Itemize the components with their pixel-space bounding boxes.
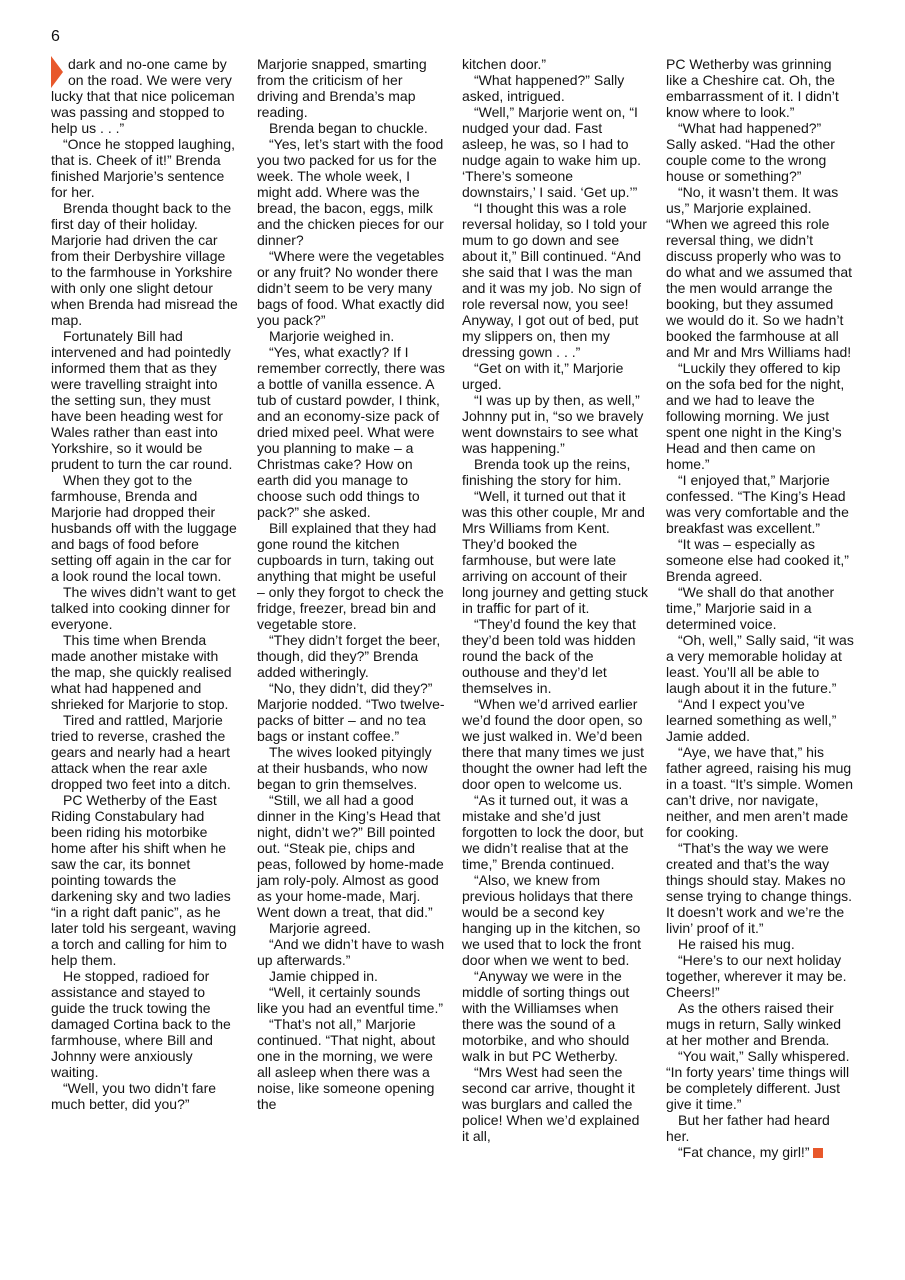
paragraph: PC Wetherby was grinning like a Cheshire cat. Oh, the embarrassment of it. I didn’t know where to look.”	[666, 56, 839, 120]
paragraph: Brenda took up the reins, finishing the story for him.	[462, 456, 631, 488]
paragraph: “Still, we all had a good dinner in the King’s Head that night, didn’t we?” Bill pointed out. “Steak pie, chips and peas, followed by home-made jam roly-poly. Almost as good as your home-made, Marj. Went down a treat, that did.”	[257, 792, 444, 920]
text-column-4	[666, 56, 854, 1160]
story-end-square-icon	[813, 1148, 823, 1158]
text-column-1	[51, 56, 239, 1112]
paragraph: “When we’d arrived earlier we’d found the door open, so we just walked in. We’d been there that many times we just thought the owner had left the door open to welcome us.	[462, 696, 648, 792]
paragraph: “Well, you two didn’t fare much better, did you?”	[51, 1080, 217, 1112]
paragraph: “I thought this was a role reversal holiday, so I told your mum to go down and see about it,” Bill continued. “And she said that I was the man and it was my job. No sign of role reversal now, you see! Anyway, I got out of bed, put my slippers on, then my dressing gown . . .”	[462, 200, 647, 360]
text-column-2	[257, 56, 445, 1112]
paragraph: PC Wetherby of the East Riding Constabulary had been riding his motorbike home after his shift when he saw the car, its bonnet pointing towards the darkening sky and two ladies “in a right daft panic”, as he later told his sergeant, waving a torch and calling for him to help them.	[51, 792, 237, 968]
paragraph: Tired and rattled, Marjorie tried to reverse, crashed the gears and nearly had a heart attack when the rear axle dropped two feet into a ditch.	[51, 712, 231, 792]
paragraph: “They’d found the key that they’d been told was hidden round the back of the outhouse and they’d let themselves in.	[462, 616, 636, 696]
paragraph: Marjorie agreed.	[269, 920, 371, 936]
paragraph: “And we didn’t have to wash up afterwards.”	[257, 936, 445, 968]
paragraph: “Once he stopped laughing, that is. Cheek of it!” Brenda finished Marjorie’s sentence for her.	[51, 136, 236, 200]
paragraph: Marjorie weighed in.	[269, 328, 395, 344]
paragraph: This time when Brenda made another mistake with the map, she quickly realised what had happened and shrieked for Marjorie to stop.	[51, 632, 232, 712]
paragraph: Marjorie snapped, smarting from the criticism of her driving and Brenda’s map reading.	[257, 56, 427, 120]
paragraph: “I was up by then, as well,” Johnny put in, “so we bravely went downstairs to see what was happening.”	[462, 392, 644, 456]
paragraph: “They didn’t forget the beer, though, did they?” Brenda added witheringly.	[257, 632, 441, 680]
paragraph: “That’s the way we were created and that’s the way things should stay. Makes no sense trying to change things. It doesn’t work and we’re the livin’ proof of it.”	[666, 840, 853, 936]
paragraph: “As it turned out, it was a mistake and she’d just forgotten to lock the door, but we didn’t realise that at the time,” Brenda continued.	[462, 792, 644, 872]
paragraph: kitchen door.”	[462, 56, 547, 72]
paragraph: Jamie chipped in.	[269, 968, 378, 984]
paragraph: “What had happened?” Sally asked. “Had the other couple come to the wrong house or something?”	[666, 120, 835, 184]
text-column-3	[462, 56, 650, 1144]
paragraph: When they got to the farmhouse, Brenda and Marjorie had dropped their husbands off with the luggage and bags of food before setting off again in the car for a look round the local town.	[51, 472, 237, 584]
paragraph: As the others raised their mugs in return, Sally winked at her mother and Brenda.	[666, 1000, 842, 1048]
paragraph: The wives didn’t want to get talked into cooking dinner for everyone.	[51, 584, 236, 632]
paragraph: “What happened?” Sally asked, intrigued.	[462, 72, 625, 104]
paragraph: “I enjoyed that,” Marjorie confessed. “The King’s Head was very comfortable and the breakfast was excellent.”	[666, 472, 849, 536]
paragraph: Brenda thought back to the first day of their holiday. Marjorie had driven the car from their Derbyshire village to the farmhouse in Yorkshire with only one slight detour when Brenda had misread the map.	[51, 200, 238, 328]
paragraph: “Anyway we were in the middle of sorting things out with the Williamses when there was the sound of a motorbike, and who should walk in but PC Wetherby.	[462, 968, 630, 1064]
paragraph: “No, it wasn’t them. It was us,” Marjorie explained. “When we agreed this role reversal thing, we didn’t discuss properly who was to do what and we assumed that the men would arrange the booking, but they assumed we would do it. So we hadn’t booked the farmhouse at all and Mr and Mrs Williams had!	[666, 184, 853, 360]
paragraph: But her father had heard her.	[666, 1112, 830, 1144]
paragraph: “Yes, let’s start with the food you two packed for us for the week. The whole week, I might add. Where was the bread, the bacon, eggs, milk and the chicken pieces for our dinner?	[257, 136, 444, 248]
paragraph: He raised his mug.	[678, 936, 795, 952]
paragraph: “You wait,” Sally whispered. “In forty years’ time things will be completely different. Just give it time.”	[666, 1048, 850, 1112]
paragraph: Fortunately Bill had intervened and had pointedly informed them that as they were travelling straight into the setting sun, they must have been heading west for Wales rather than east into Yorkshire, so it would be prudent to turn the car round.	[51, 328, 233, 472]
paragraph: “Where were the vegetables or any fruit? No wonder there didn’t seem to be very many bags of food. What exactly did you pack?”	[257, 248, 445, 328]
paragraph: “Yes, what exactly? If I remember correctly, there was a bottle of vanilla essence. A tub of custard powder, I think, and an economy-size pack of dried mixed peel. What were you planning to make – a Christmas cake? How on earth did you manage to choose such odd things to pack?” she asked.	[257, 344, 446, 520]
paragraph: Brenda began to chuckle.	[269, 120, 428, 136]
paragraph: “It was – especially as someone else had cooked it,” Brenda agreed.	[666, 536, 849, 584]
paragraph: Bill explained that they had gone round the kitchen cupboards in turn, taking out anything that might be useful – only they forgot to check the fridge, freezer, bread bin and vegetable store.	[257, 520, 444, 632]
paragraph: “No, they didn’t, did they?” Marjorie nodded. “Two twelve-packs of bitter – and no tea bags or instant coffee.”	[257, 680, 445, 744]
paragraph: “And I expect you’ve learned something as well,” Jamie added.	[666, 696, 837, 744]
paragraph: “Oh, well,” Sally said, “it was a very memorable holiday at least. You’ll all be able to laugh about it in the future.”	[666, 632, 854, 696]
paragraph: “Well, it certainly sounds like you had an eventful time.”	[257, 984, 443, 1016]
paragraph: The wives looked pityingly at their husbands, who now began to grin themselves.	[257, 744, 432, 792]
paragraph: “Get on with it,” Marjorie urged.	[462, 360, 624, 392]
paragraph: “Luckily they offered to kip on the sofa bed for the night, and we had to leave the following morning. We just spent one night in the King’s Head and then came on home.”	[666, 360, 845, 472]
paragraph: “Fat chance, my girl!”	[666, 1144, 854, 1160]
paragraph: He stopped, radioed for assistance and stayed to guide the truck towing the damaged Cortina back to the farmhouse, where Bill and Johnny were anxiously waiting.	[51, 968, 231, 1080]
paragraph: “Mrs West had seen the second car arrive, thought it was burglars and called the police! When we’d explained it all,	[462, 1064, 640, 1144]
paragraph: “We shall do that another time,” Marjorie said in a determined voice.	[666, 584, 835, 632]
paragraph: “That’s not all,” Marjorie continued. “That night, about one in the morning, we were all asleep when there was a noise, like someone opening the	[257, 1016, 436, 1112]
paragraph: “Aye, we have that,” his father agreed, raising his mug in a toast. “It’s simple. Women can’t drive, nor navigate, neither, and men aren’t made for cooking.	[666, 744, 853, 840]
story-opener-triangle-icon	[51, 56, 63, 88]
paragraph: “Here’s to our next holiday together, wherever it may be. Cheers!”	[666, 952, 847, 1000]
paragraph: “Well, it turned out that it was this other couple, Mr and Mrs Williams from Kent. They’d booked the farmhouse, but were late arriving on account of their long journey and getting stuck in traffic for part of it.	[462, 488, 649, 616]
page-number: 6	[51, 28, 60, 45]
paragraph: dark and no-one came by on the road. We were very lucky that that nice policeman was passing and stopped to help us . . .”	[51, 56, 235, 136]
paragraph: “Well,” Marjorie went on, “I nudged your dad. Fast asleep, he was, so I had to nudge again to wake him up. ‘There’s someone downstairs,’ I said. ‘Get up.’”	[462, 104, 642, 200]
paragraph: “Also, we knew from previous holidays that there would be a second key hanging up in the kitchen, so we used that to lock the front door when we went to bed.	[462, 872, 641, 968]
